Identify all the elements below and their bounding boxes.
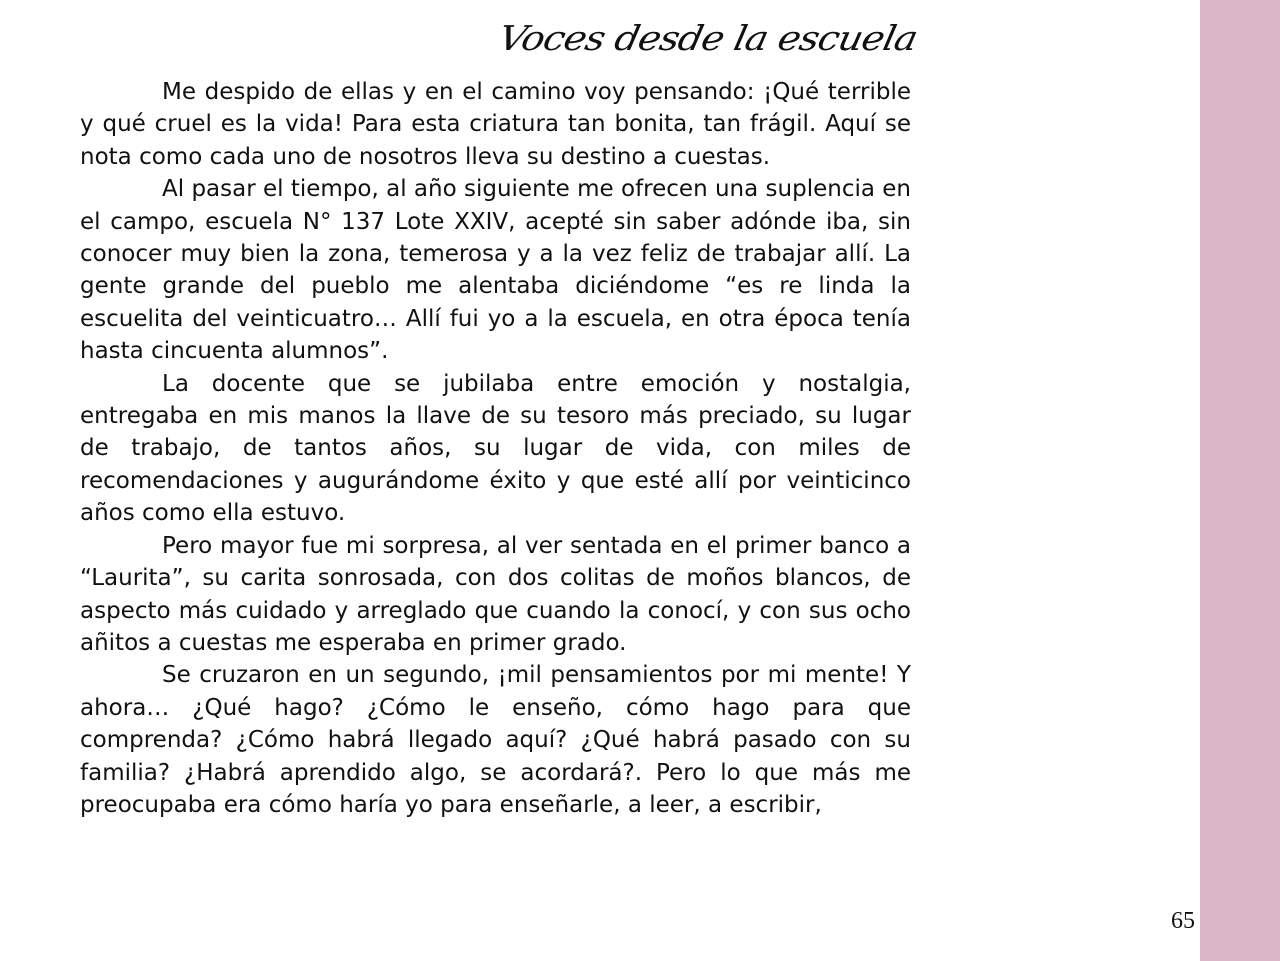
paragraph: La docente que se jubilaba entre emoción y nostalgia, entregaba en mis manos la llave de su tesoro más preciado, su lugar de trabajo, de tantos años, su lugar de vida, con miles de recomendaciones y augurándome éxito y que esté allí por veinticinco años como ella estuvo.: [80, 370, 911, 527]
body-text: [80, 76, 911, 821]
page-number: 65: [1171, 908, 1195, 934]
paragraph: Se cruzaron en un segundo, ¡mil pensamientos por mi mente! Y ahora… ¿Qué hago? ¿Cómo le enseño, cómo hago para que comprenda? ¿Cómo habrá llegado aquí? ¿Qué habrá pasado con su familia? ¿Habrá aprendido algo, se acordará?. Pero lo que más me preocupaba era cómo haría yo para enseñarle, a leer, a escribir,: [80, 662, 911, 818]
paragraph: Pero mayor fue mi sorpresa, al ver sentada en el primer banco a “Laurita”, su carita sonrosada, con dos colitas de moños blancos, de aspecto más cuidado y arreglado que cuando la conocí, y con sus ocho añitos a cuestas me esperaba en primer grado.: [80, 532, 911, 656]
running-header-title: Voces desde la escuela: [494, 18, 921, 58]
paragraph: Me despido de ellas y en el camino voy pensando: ¡Qué terrible y qué cruel es la vida! Para esta criatura tan bonita, tan frágil. Aquí se nota como cada uno de nosotros lleva su destino a cuestas.: [80, 79, 911, 170]
side-color-band: [1200, 0, 1280, 961]
paragraph: Al pasar el tiempo, al año siguiente me ofrecen una suplencia en el campo, escuela N° 137 Lote XXIV, acepté sin saber adónde iba, sin conocer muy bien la zona, temerosa y a la vez feliz de trabajar allí. La gente grande del pueblo me alentaba diciéndome “es re linda la escuelita del veinticuatro… Allí fui yo a la escuela, en otra época tenía hasta cincuenta alumnos”.: [80, 176, 911, 365]
